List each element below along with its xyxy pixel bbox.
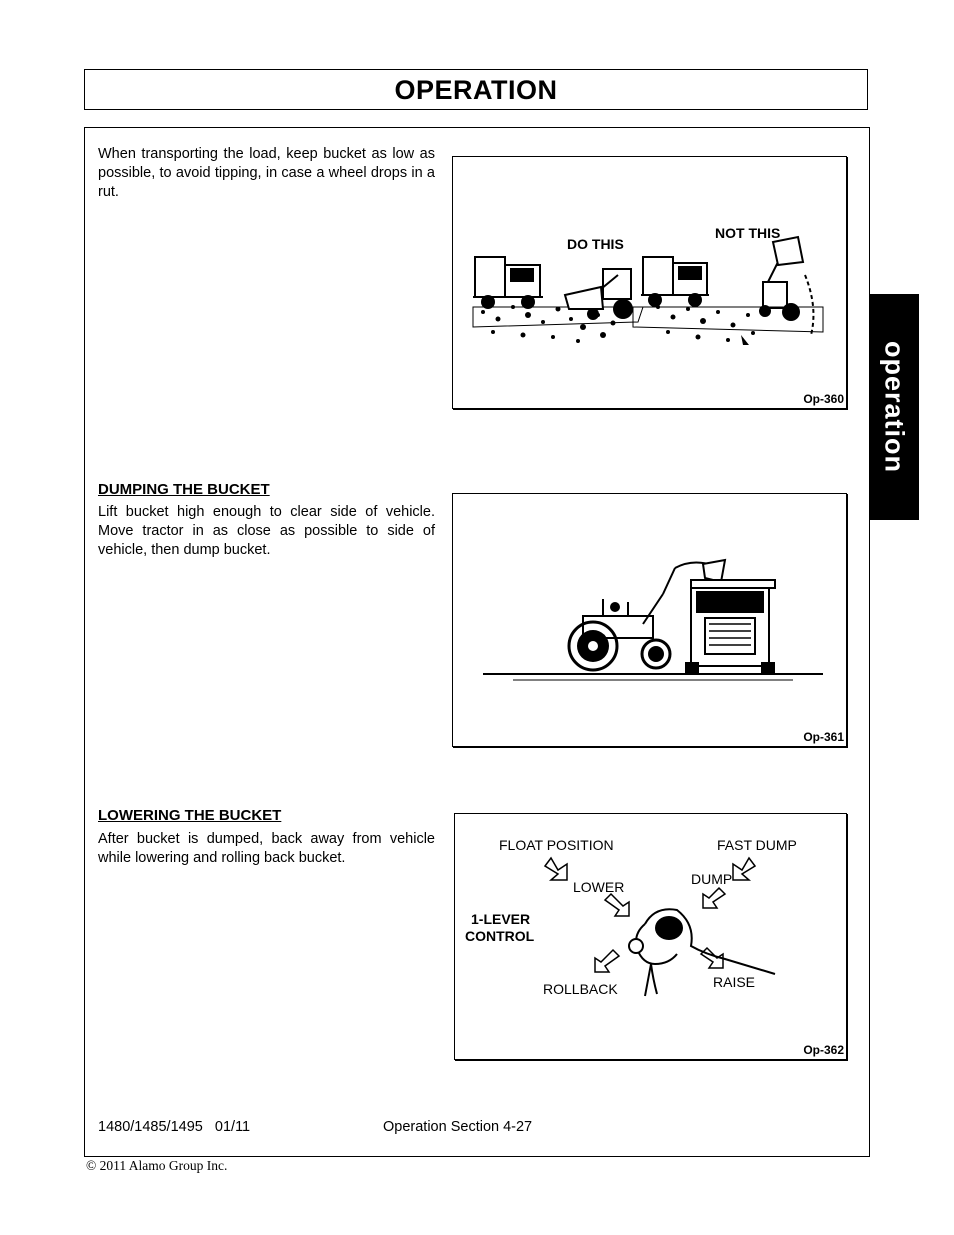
fast-dump-arrow-icon	[733, 858, 755, 880]
page-title: OPERATION	[394, 75, 558, 105]
transport-instructions: When transporting the load, keep bucket as low as possible, to avoid tipping, in case a wheel drops in a rut.	[98, 146, 435, 200]
dump-arrow-icon	[703, 888, 725, 908]
footer-section: Operation Section 4-27	[383, 1119, 533, 1135]
side-tab-label: operation	[879, 340, 910, 474]
lever-label-line2: CONTROL	[465, 928, 535, 944]
fast-dump-label: FAST DUMP	[717, 837, 797, 853]
lever-label-line1: 1-LEVER	[471, 911, 531, 927]
rollback-label: ROLLBACK	[543, 981, 618, 997]
lever-control-diagram	[455, 814, 846, 1059]
section-side-tab	[869, 294, 919, 520]
lowering-instructions: After bucket is dumped, back away from vehicle while lowering and rolling back bucket.	[98, 831, 435, 866]
lowering-heading: LOWERING THE BUCKET	[98, 807, 282, 824]
dumping-heading: DUMPING THE BUCKET	[98, 481, 270, 498]
figure-op-361	[452, 493, 847, 747]
figure-label: Op-360	[803, 392, 844, 406]
figure-label: Op-362	[803, 1043, 844, 1057]
figure-op-360	[452, 156, 847, 409]
figure-op-362	[454, 813, 847, 1060]
do-this-caption: DO THIS	[567, 236, 624, 252]
float-arrow-icon	[545, 858, 567, 880]
dumping-illustration	[453, 494, 846, 746]
lower-label: LOWER	[573, 879, 625, 895]
raise-label: RAISE	[713, 974, 756, 990]
transport-illustration	[453, 157, 846, 408]
figure-label: Op-361	[803, 730, 844, 744]
page-header	[84, 69, 868, 110]
rollback-arrow-icon	[595, 950, 619, 972]
not-this-caption: NOT THIS	[715, 225, 781, 241]
dumping-instructions: Lift bucket high enough to clear side of vehicle. Move tractor in as close as possible to side of vehicle, then dump bucket.	[98, 504, 435, 558]
float-position-label: FLOAT POSITION	[499, 837, 614, 853]
copyright: © 2011 Alamo Group Inc.	[86, 1158, 228, 1173]
dump-label: DUMP	[691, 871, 733, 887]
lower-arrow-icon	[605, 894, 629, 916]
footer-model: 1480/1485/1495 01/11	[98, 1119, 251, 1135]
